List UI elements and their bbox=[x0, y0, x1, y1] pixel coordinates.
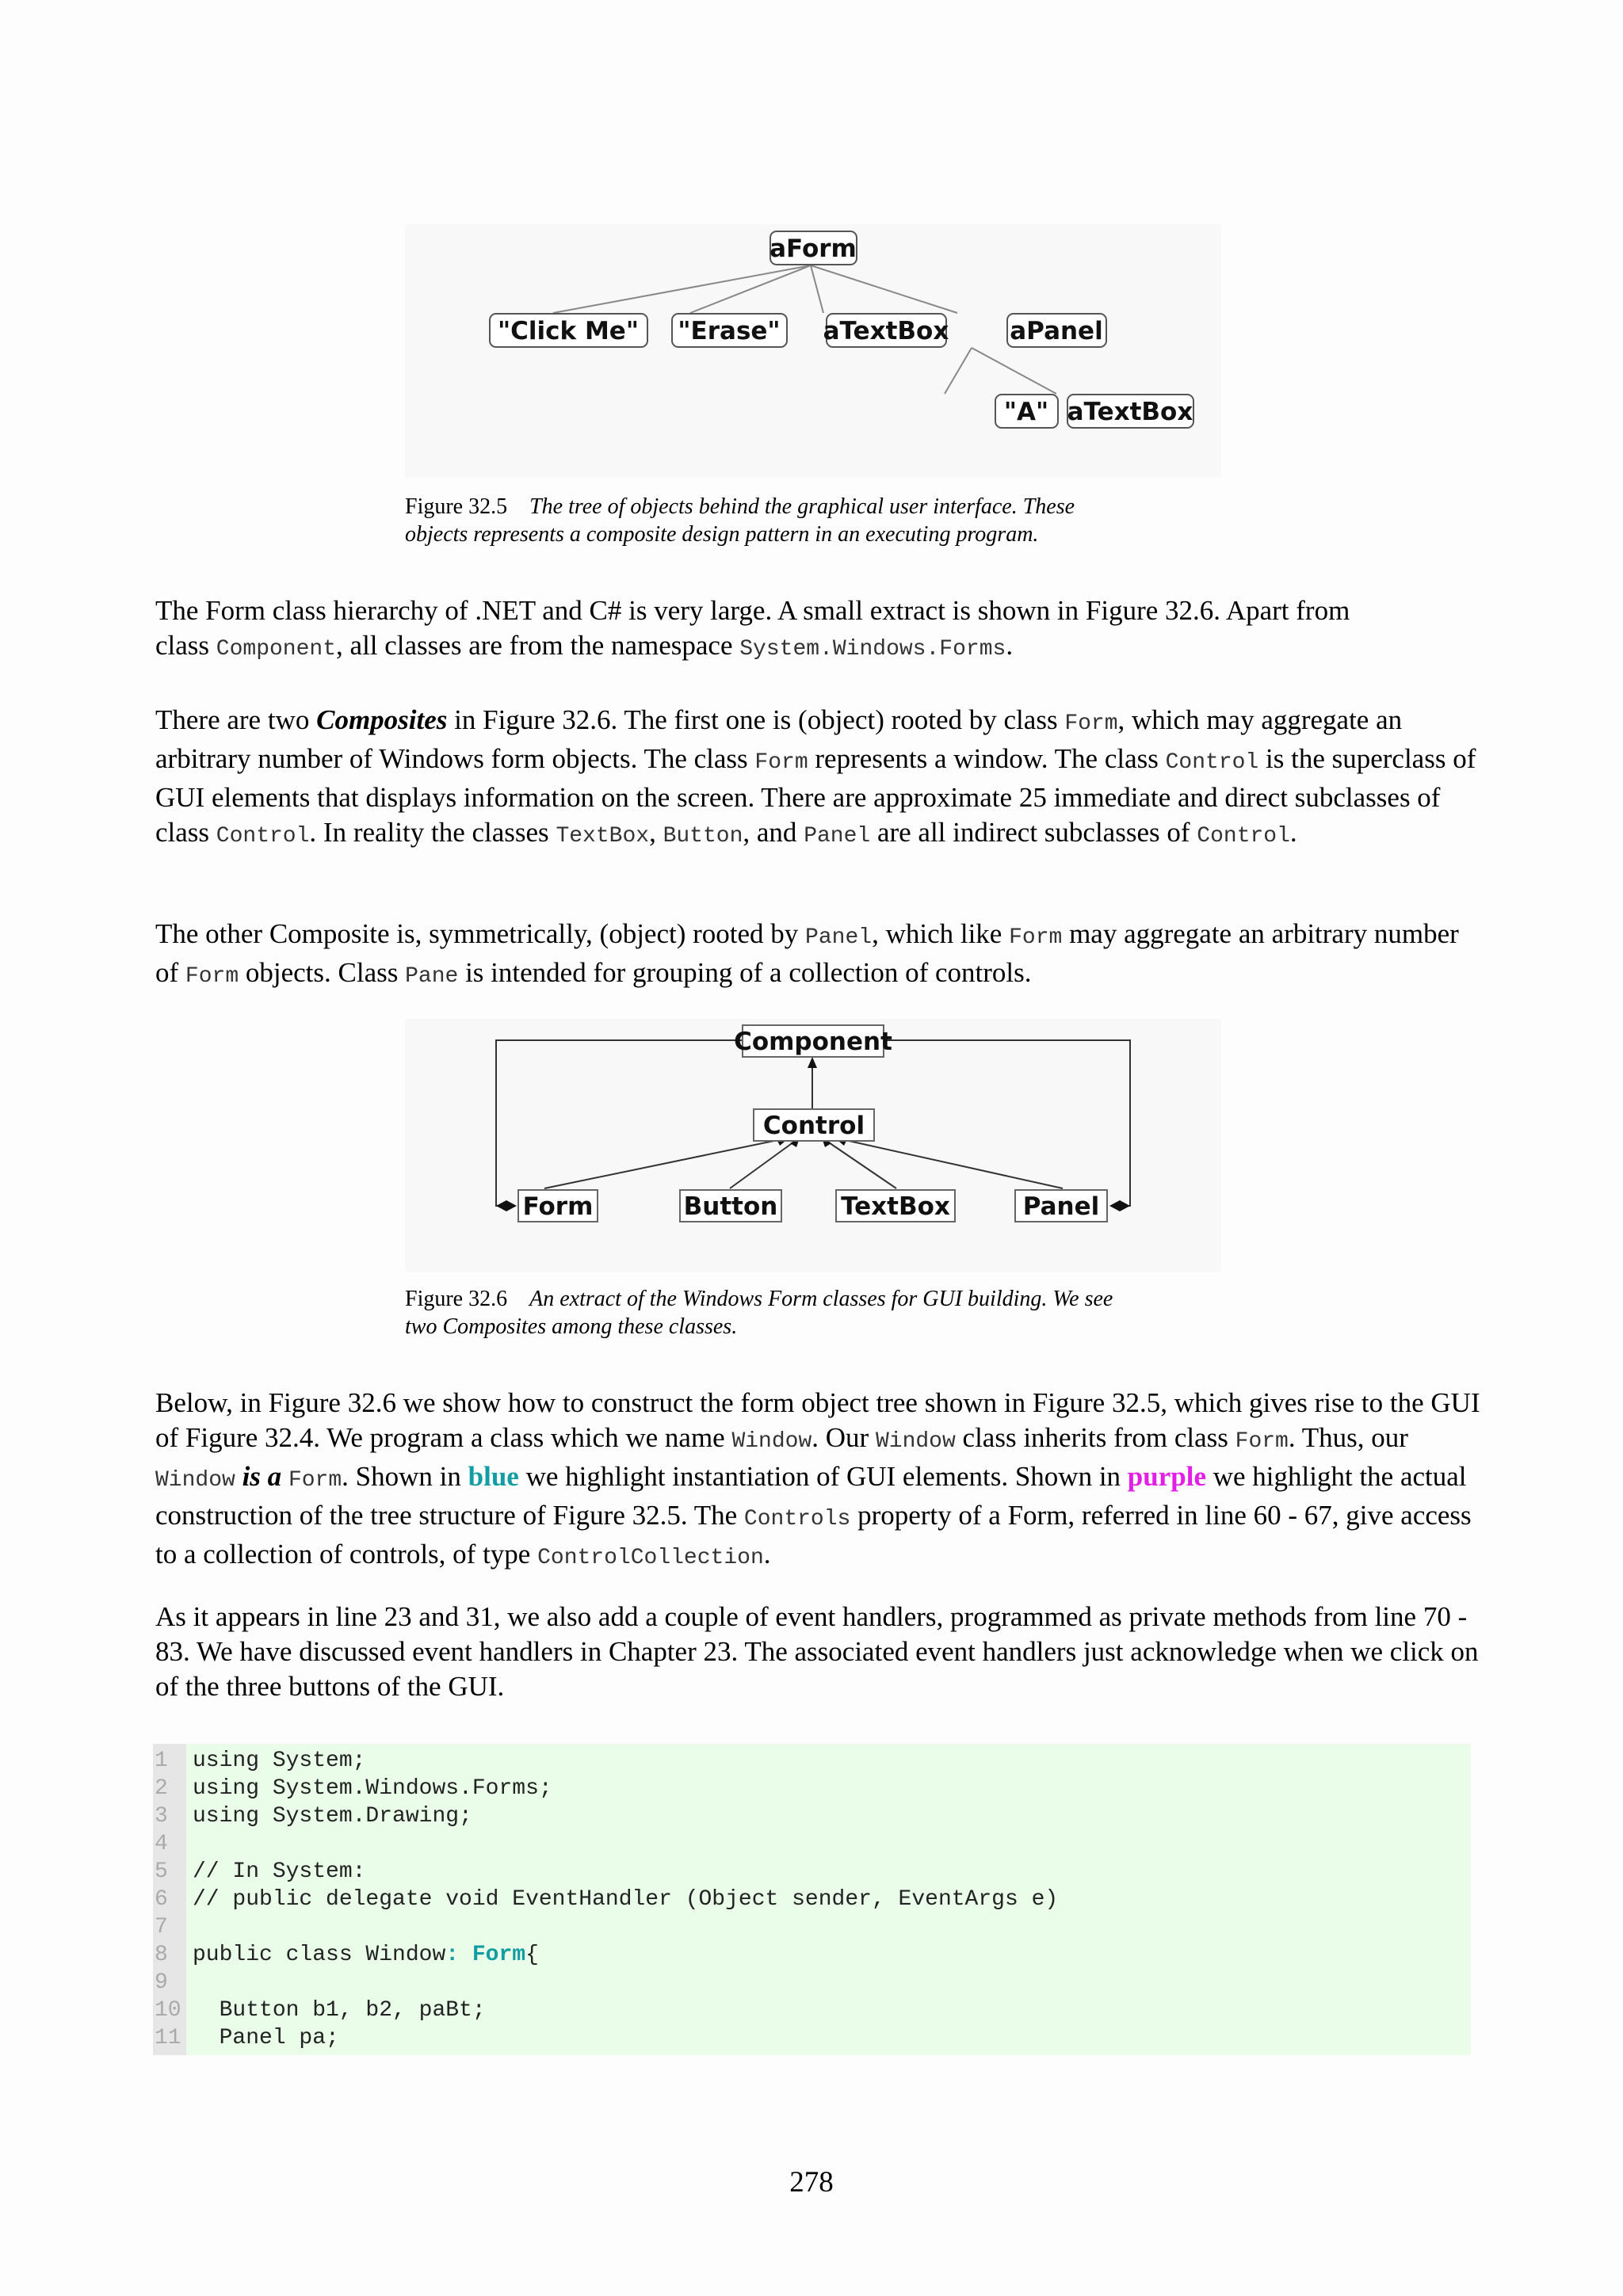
class-control bbox=[754, 1109, 874, 1141]
figure-32-5-object-tree bbox=[405, 224, 1221, 478]
line-number: 8 bbox=[155, 1943, 168, 1967]
class-panel bbox=[1015, 1190, 1107, 1222]
tree-node-root bbox=[769, 231, 857, 265]
page-number: 278 bbox=[789, 2166, 834, 2199]
code-listing bbox=[153, 1744, 1471, 2055]
line-number: 9 bbox=[155, 1970, 168, 1995]
tree-node-click-me bbox=[490, 314, 647, 347]
caption-text-2: two Composites among these classes. bbox=[405, 1314, 738, 1339]
figure-32-6-class-diagram bbox=[405, 1019, 1221, 1272]
code-text: using System; bbox=[193, 1749, 366, 1773]
line-number: 2 bbox=[155, 1776, 168, 1801]
caption-text: The tree of objects behind the graphical user interface. These bbox=[529, 494, 1075, 519]
purple-highlight-word: purple bbox=[1127, 1461, 1206, 1492]
paragraph-construction: Below, in Figure 32.6 we show how to construct the form object tree shown in Figure 32.5, which gives rise to the GUI of Figure 32.4. We program a class which we name Window. Our Window class inherits from class Form. Thus, our Window is a Form. Shown in blue we highlight instantiation of GUI elements. Shown in purple we highlight the actual construction of the tree structure of Figure 32.5. The Controls property of a Form, referred in line 60 - 67, give access to a collection of controls, of type ControlCollection. bbox=[155, 1387, 1480, 1570]
tree-node-erase bbox=[672, 314, 787, 347]
caption-text-2: objects represents a composite design pattern in an executing program. bbox=[405, 522, 1039, 547]
line-number: 3 bbox=[155, 1804, 168, 1829]
paragraph-composites: There are two Composites in Figure 32.6. The first one is (object) rooted by class Form, which may aggregate an arbitrary number of Windows form objects. The class Form represents a window. The class Control is the superclass of GUI elements that displays information on the screen. There are approximate 25 immediate and direct subclasses of class Control. In reality the classes TextBox, Button, and Panel are all indirect subclasses of Control. bbox=[155, 704, 1476, 849]
code-line bbox=[153, 1747, 1471, 1775]
code-line bbox=[153, 2024, 1471, 2052]
node-label: aForm bbox=[769, 235, 857, 263]
line-number: 6 bbox=[155, 1887, 168, 1912]
code-line bbox=[153, 1941, 1471, 1969]
class-label: TextBox bbox=[841, 1192, 950, 1221]
tree-node-panel-atextbox bbox=[1067, 395, 1193, 428]
code-text: // public delegate void EventHandler (Object sender, EventArgs e) bbox=[193, 1887, 1059, 1912]
code-line bbox=[153, 1886, 1471, 1913]
node-label: aTextBox bbox=[1067, 398, 1193, 426]
class-label: Button bbox=[683, 1192, 778, 1221]
figure-32-6-caption bbox=[405, 1285, 1261, 1341]
line-number: 11 bbox=[155, 2026, 181, 2050]
node-label: "A" bbox=[1003, 398, 1049, 426]
code-line bbox=[153, 1775, 1471, 1802]
blue-highlight-word: blue bbox=[468, 1461, 519, 1492]
paragraph-form-hierarchy: The Form class hierarchy of .NET and C# is very large. A small extract is shown in Figure 32.6. Apart from class Component, all classes are from the namespace System.Windows.Forms. bbox=[155, 595, 1350, 662]
code-text: Button b1, b2, paBt; bbox=[193, 1998, 486, 2023]
caption-text: An extract of the Windows Form classes for GUI building. We see bbox=[529, 1287, 1113, 1311]
code-text: Panel pa; bbox=[193, 2026, 339, 2050]
paragraph-other-composite: The other Composite is, symmetrically, (object) rooted by Panel, which like Form may aggregate an arbitrary number of Form objects. Class Pane is intended for grouping of a collection of controls. bbox=[155, 918, 1459, 989]
line-number: 10 bbox=[155, 1998, 181, 2023]
class-button bbox=[680, 1190, 781, 1222]
line-number: 4 bbox=[155, 1832, 168, 1856]
code-text: public class Window: Form{ bbox=[193, 1943, 539, 1967]
class-form bbox=[518, 1190, 598, 1222]
code-line bbox=[153, 1858, 1471, 1886]
class-label: Panel bbox=[1022, 1192, 1100, 1221]
caption-number: Figure 32.5 bbox=[405, 494, 508, 519]
class-label: Form bbox=[522, 1192, 594, 1221]
line-number: 5 bbox=[155, 1859, 168, 1884]
node-label: "Click Me" bbox=[498, 317, 639, 345]
tree-node-atextbox bbox=[823, 314, 949, 347]
line-number: 1 bbox=[155, 1749, 168, 1773]
figure-32-5-caption bbox=[405, 493, 1261, 548]
paragraph-event-handlers: As it appears in line 23 and 31, we also add a couple of event handlers, programmed as private methods from line 70 - 83. We have discussed event handlers in Chapter 23. The associated event handlers just acknowledge when we click on of the three buttons of the GUI. bbox=[155, 1601, 1479, 1702]
caption-number: Figure 32.6 bbox=[405, 1287, 508, 1311]
code-line bbox=[153, 1969, 1471, 1997]
class-label: Component bbox=[734, 1028, 892, 1056]
code-line bbox=[153, 1997, 1471, 2024]
code-line bbox=[153, 1830, 1471, 1858]
node-label: aPanel bbox=[1010, 317, 1103, 345]
node-label: "Erase" bbox=[678, 317, 781, 345]
class-label: Control bbox=[762, 1112, 865, 1140]
line-number: 7 bbox=[155, 1915, 168, 1939]
node-label: aTextBox bbox=[823, 317, 949, 345]
code-line bbox=[153, 1913, 1471, 1941]
tree-node-apanel bbox=[1007, 314, 1106, 347]
code-text: using System.Drawing; bbox=[193, 1804, 472, 1829]
code-text: // In System: bbox=[193, 1859, 366, 1884]
code-text: using System.Windows.Forms; bbox=[193, 1776, 552, 1801]
tree-node-a bbox=[995, 395, 1058, 428]
code-line bbox=[153, 1802, 1471, 1830]
class-textbox bbox=[836, 1190, 955, 1222]
class-component bbox=[734, 1025, 892, 1057]
